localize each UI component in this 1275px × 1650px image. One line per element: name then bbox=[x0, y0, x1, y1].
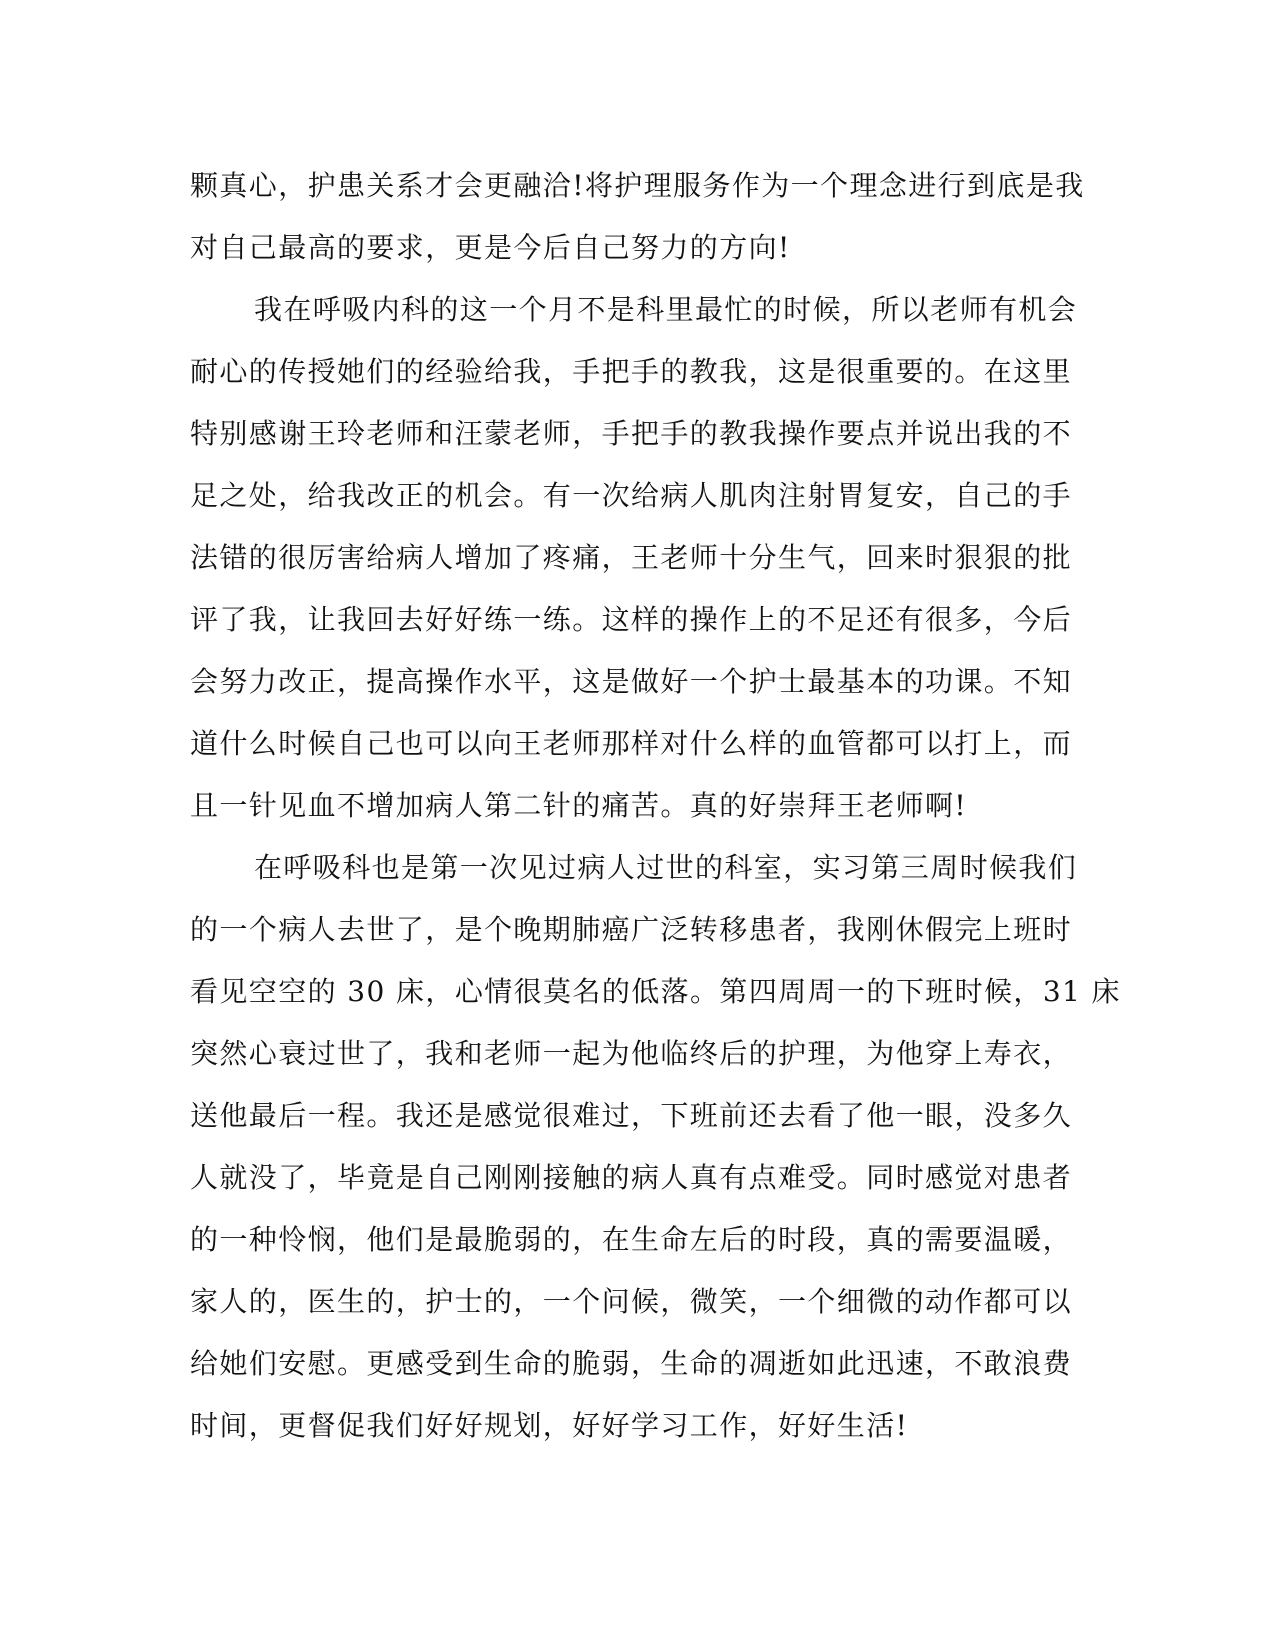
text-line: 特别感谢王玲老师和汪蒙老师，手把手的教我操作要点并说出我的不 bbox=[190, 417, 1073, 450]
text-line: 的一个病人去世了，是个晚期肺癌广泛转移患者，我刚休假完上班时 bbox=[190, 913, 1073, 946]
text-line: 给她们安慰。更感受到生命的脆弱，生命的凋逝如此迅速，不敢浪费 bbox=[190, 1347, 1073, 1380]
text-line: 家人的，医生的，护士的，一个问候，微笑，一个细微的动作都可以 bbox=[190, 1285, 1073, 1318]
text-line: 我在呼吸内科的这一个月不是科里最忙的时候，所以老师有机会 bbox=[254, 293, 1078, 326]
text-line: 评了我，让我回去好好练一练。这样的操作上的不足还有很多，今后 bbox=[190, 603, 1073, 636]
document-body bbox=[190, 155, 1121, 1457]
text-line: 人就没了，毕竟是自己刚刚接触的病人真有点难受。同时感觉对患者 bbox=[190, 1161, 1073, 1194]
text-line: 突然心衰过世了，我和老师一起为他临终后的护理，为他穿上寿衣， bbox=[190, 1037, 1073, 1070]
text-line: 送他最后一程。我还是感觉很难过，下班前还去看了他一眼，没多久 bbox=[190, 1099, 1073, 1132]
text-line: 时间，更督促我们好好规划，好好学习工作，好好生活! bbox=[190, 1409, 909, 1442]
text-line: 的一种怜悯，他们是最脆弱的，在生命左后的时段，真的需要温暖， bbox=[190, 1223, 1073, 1256]
text-line: 足之处，给我改正的机会。有一次给病人肌肉注射胃复安，自己的手 bbox=[190, 479, 1073, 512]
text-line: 对自己最高的要求，更是今后自己努力的方向! bbox=[190, 231, 791, 264]
text-line: 看见空空的 30 床，心情很莫名的低落。第四周周一的下班时候，31 床 bbox=[190, 975, 1121, 1008]
text-line: 颗真心，护患关系才会更融洽!将护理服务作为一个理念进行到底是我 bbox=[190, 169, 1085, 202]
text-line: 法错的很厉害给病人增加了疼痛，王老师十分生气，回来时狠狠的批 bbox=[190, 541, 1073, 574]
text-line: 道什么时候自己也可以向王老师那样对什么样的血管都可以打上，而 bbox=[190, 727, 1073, 760]
text-line: 耐心的传授她们的经验给我，手把手的教我，这是很重要的。在这里 bbox=[190, 355, 1073, 388]
text-line: 会努力改正，提高操作水平，这是做好一个护士最基本的功课。不知 bbox=[190, 665, 1073, 698]
text-line: 在呼吸科也是第一次见过病人过世的科室，实习第三周时候我们 bbox=[254, 851, 1078, 884]
text-line: 且一针见血不增加病人第二针的痛苦。真的好崇拜王老师啊! bbox=[190, 789, 968, 822]
